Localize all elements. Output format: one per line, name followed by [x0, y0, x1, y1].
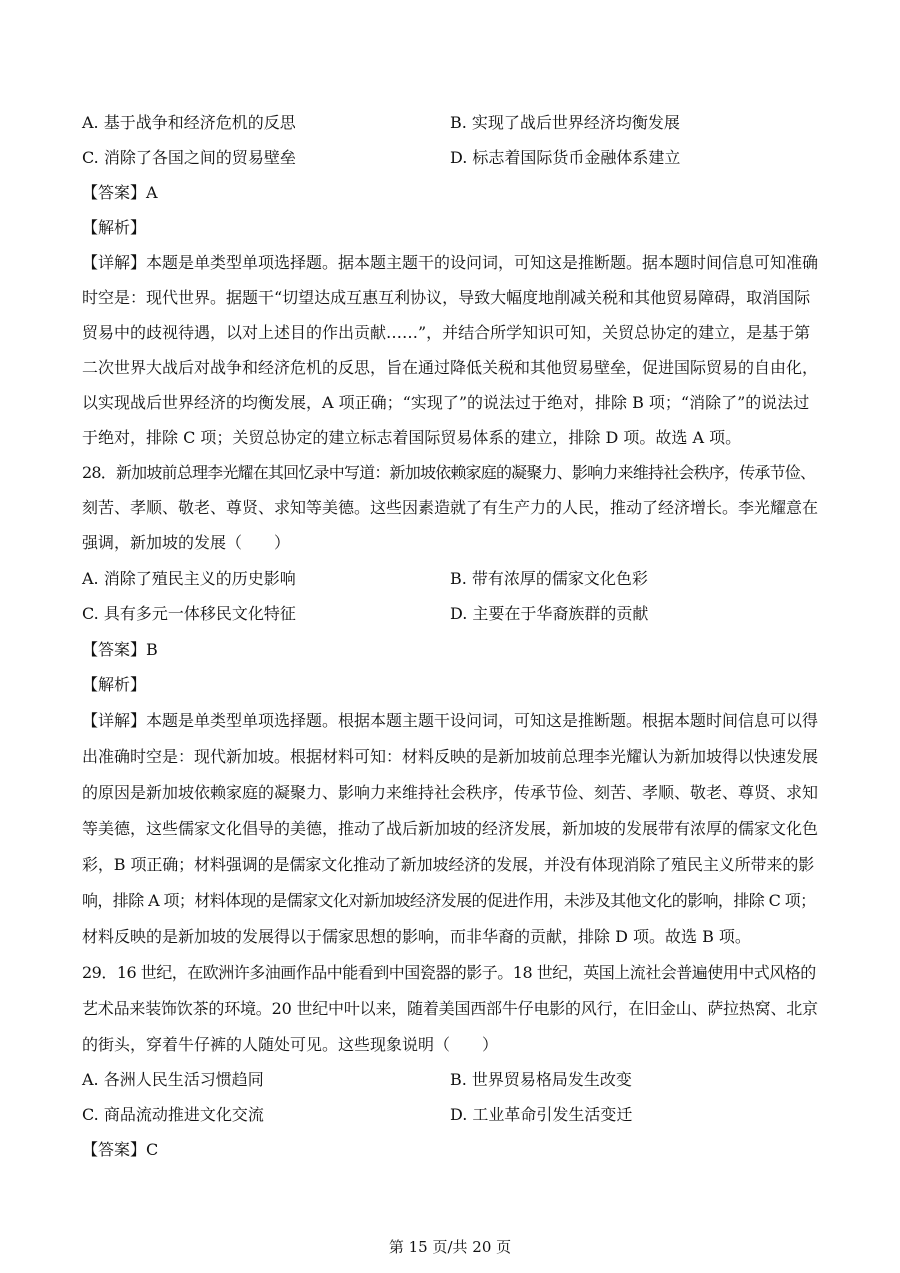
q28-stem-line: 28．新加坡前总理李光耀在其回忆录中写道：新加坡依赖家庭的凝聚力、影响力来维持社会秩序，传承节俭、: [82, 463, 816, 482]
q28-detail-line: 出准确时空是：现代新加坡。根据材料可知：材料反映的是新加坡前总理李光耀认为新加坡得以快速发展: [82, 747, 819, 766]
q28-answer: 【答案】B: [82, 640, 158, 659]
q29-answer: 【答案】C: [82, 1140, 159, 1159]
q28-detail-line: 的原因是新加坡依赖家庭的凝聚力、影响力来维持社会秩序，传承节俭、刻苦、孝顺、敬老、尊贤、求知: [82, 783, 819, 802]
q28-detail-line: 彩，B 项正确；材料强调的是儒家文化推动了新加坡经济的发展，并没有体现消除了殖民主义所带来的影: [82, 855, 815, 874]
q29-option-b: B. 世界贸易格局发生改变: [450, 1070, 632, 1089]
q28-option-c: C. 具有多元一体移民文化特征: [82, 604, 296, 623]
q28-detail-line: 材料反映的是新加坡的发展得以于儒家思想的影响，而非华裔的贡献，排除 D 项。故选 B 项。: [82, 927, 751, 946]
q28-stem-line: 刻苦、孝顺、敬老、尊贤、求知等美德。这些因素造就了有生产力的人民，推动了经济增长。李光耀意在: [82, 498, 819, 517]
q29-option-a: A. 各洲人民生活习惯趋同: [82, 1070, 264, 1089]
q28-option-b: B. 带有浓厚的儒家文化色彩: [450, 569, 648, 588]
page-footer: 第 15 页/共 20 页: [388, 1238, 512, 1256]
q28-detail-line: 等美德，这些儒家文化倡导的美德，推动了战后新加坡的经济发展，新加坡的发展带有浓厚的儒家文化色: [82, 819, 819, 838]
q27-detail-line: 时空是：现代世界。据题干“切望达成互惠互利协议，导致大幅度地削减关税和其他贸易障碍，取消国际: [82, 288, 811, 307]
q29-stem-line: 艺术品来装饰饮茶的环境。20 世纪中叶以来，随着美国西部牛仔电影的风行，在旧金山、萨拉热窝、北京: [82, 999, 818, 1018]
q28-detail-line: 【详解】本题是单类型单项选择题。根据本题主题干设问词，可知这是推断题。根据本题时间信息可以得: [82, 711, 819, 730]
q28-option-d: D. 主要在于华裔族群的贡献: [450, 604, 649, 623]
q27-option-b: B. 实现了战后世界经济均衡发展: [450, 113, 680, 132]
q27-detail-line: 二次世界大战后对战争和经济危机的反思，旨在通过降低关税和其他贸易壁垒，促进国际贸易的自由化，: [82, 358, 819, 377]
q27-detail-line: 于绝对，排除 C 项；关贸总协定的建立标志着国际贸易体系的建立，排除 D 项。故选 A 项。: [82, 428, 742, 447]
q27-analysis-label: 【解析】: [82, 218, 147, 237]
q29-stem-line: 29．16 世纪，在欧洲许多油画作品中能看到中国瓷器的影子。18 世纪，英国上流社会普遍使用中式风格的: [82, 963, 816, 982]
q28-analysis-label: 【解析】: [82, 675, 147, 694]
q27-option-a: A. 基于战争和经济危机的反思: [82, 113, 296, 132]
q27-detail-line: 【详解】本题是单类型单项选择题。据本题主题干的设问词，可知这是推断题。据本题时间信息可知准确: [82, 253, 819, 272]
q29-option-c: C. 商品流动推进文化交流: [82, 1105, 264, 1124]
q29-option-d: D. 工业革命引发生活变迁: [450, 1105, 633, 1124]
q27-detail-line: 贸易中的歧视待遇，以对上述目的作出贡献……”，并结合所学知识可知，关贸总协定的建立，是基于第: [82, 323, 811, 342]
q28-detail-line: 响，排除 A 项；材料体现的是儒家文化对新加坡经济发展的促进作用，未涉及其他文化的影响，排除 C 项；: [82, 891, 816, 910]
q27-answer: 【答案】A: [82, 183, 158, 202]
q28-stem-line: 强调，新加坡的发展（ ）: [82, 533, 291, 552]
q27-option-c: C. 消除了各国之间的贸易壁垒: [82, 148, 296, 167]
q29-stem-line: 的街头，穿着牛仔裤的人随处可见。这些现象说明（ ）: [82, 1035, 499, 1054]
q27-detail-line: 以实现战后世界经济的均衡发展，A 项正确；“实现了”的说法过于绝对，排除 B 项；“消除了”的说法过: [82, 393, 810, 412]
q27-option-d: D. 标志着国际货币金融体系建立: [450, 148, 681, 167]
q28-option-a: A. 消除了殖民主义的历史影响: [82, 569, 296, 588]
